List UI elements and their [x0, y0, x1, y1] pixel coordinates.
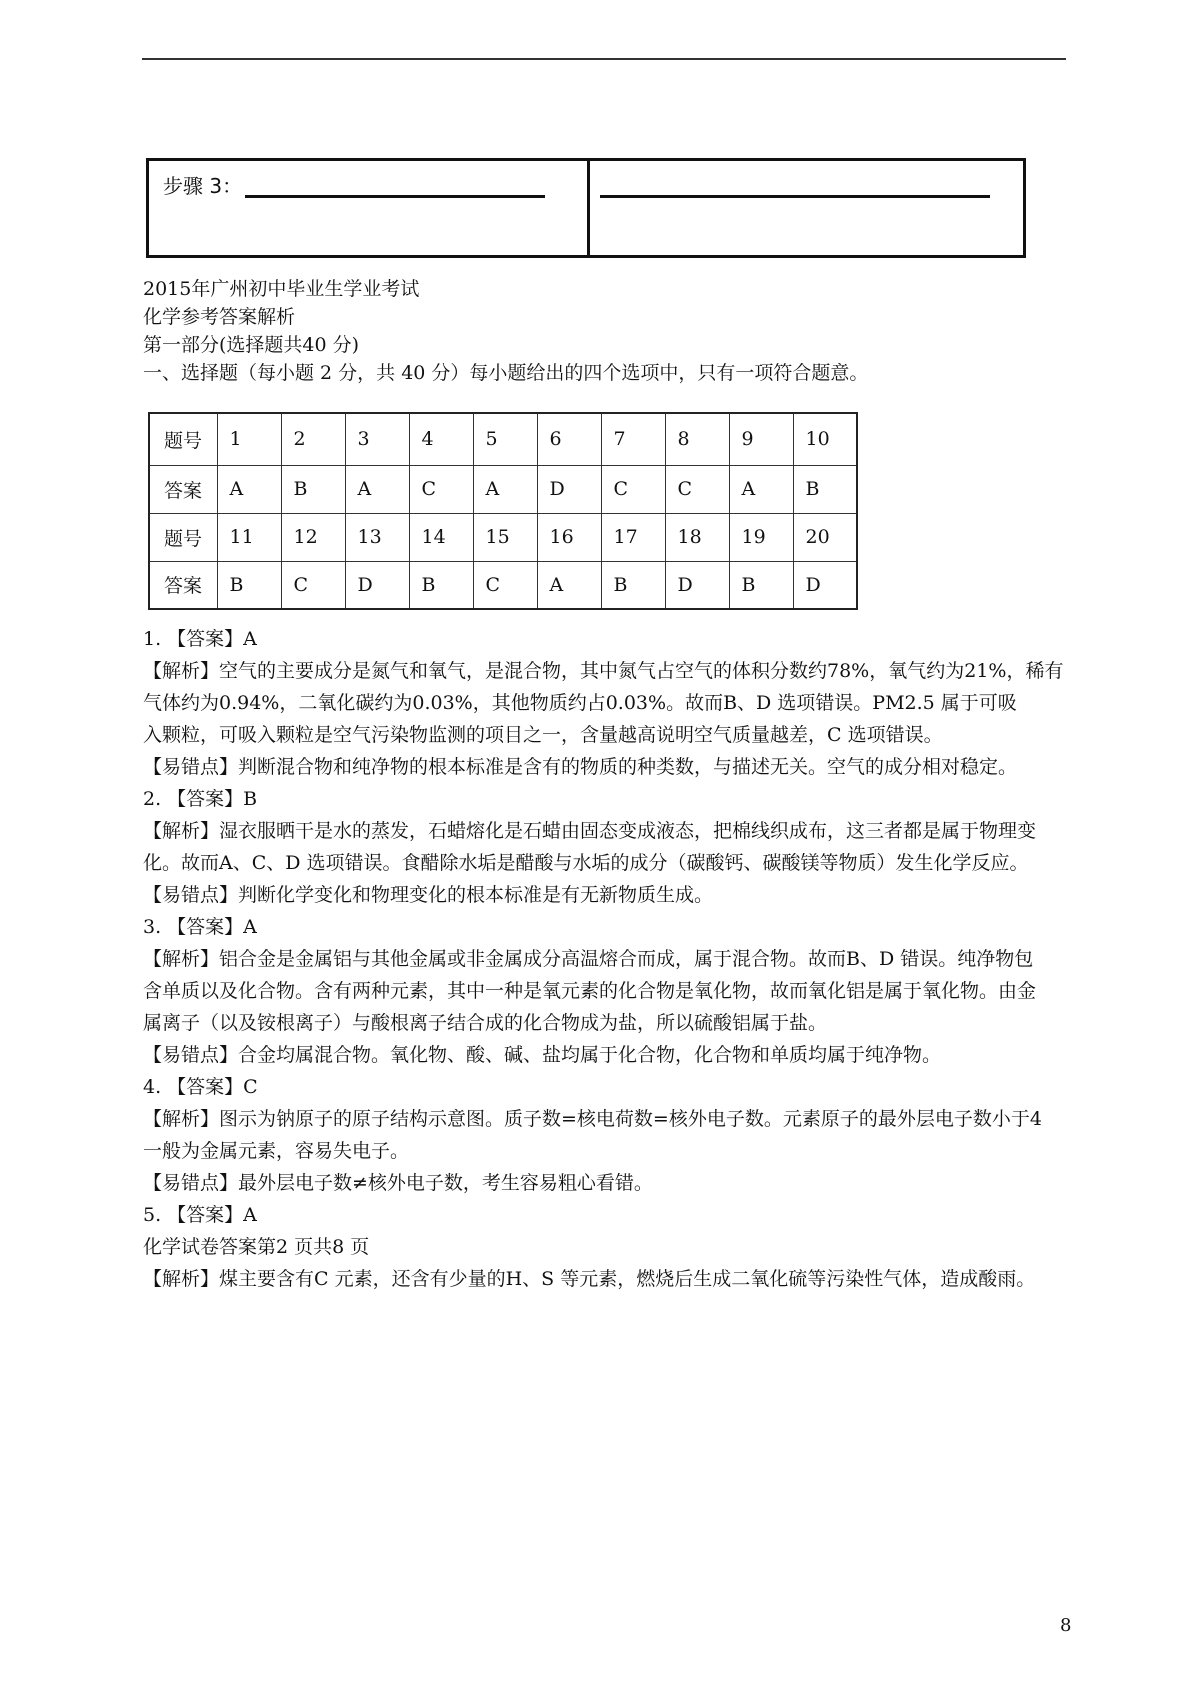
- step-3-label: 步骤 3：: [163, 174, 243, 198]
- table-cell: 13: [345, 513, 409, 561]
- analysis-paragraph: 属离子（以及铵根离子）与酸根离子结合成的化合物成为盐，所以硫酸铝属于盐。: [143, 1012, 828, 1034]
- table-cell: B: [601, 561, 665, 609]
- table-cell: 2: [281, 413, 345, 465]
- common-mistake-paragraph: 【易错点】最外层电子数≠核外电子数，考生容易粗心看错。: [143, 1172, 653, 1194]
- answer-heading-5: 5. 【答案】A: [143, 1204, 257, 1226]
- answer-heading-1: 1. 【答案】A: [143, 628, 257, 650]
- table-cell: C: [409, 465, 473, 513]
- table-cell: B: [281, 465, 345, 513]
- table-cell: 答案: [149, 465, 217, 513]
- table-cell: B: [793, 465, 857, 513]
- table-cell: 14: [409, 513, 473, 561]
- table-row: [149, 465, 857, 513]
- table-cell: D: [665, 561, 729, 609]
- table-cell: B: [217, 561, 281, 609]
- analysis-paragraph: 一般为金属元素，容易失电子。: [143, 1140, 410, 1162]
- table-cell: 1: [217, 413, 281, 465]
- table-cell: A: [345, 465, 409, 513]
- answer-heading-4: 4. 【答案】C: [143, 1076, 258, 1098]
- table-cell: 9: [729, 413, 793, 465]
- table-cell: 8: [665, 413, 729, 465]
- table-cell: B: [729, 561, 793, 609]
- table-cell: 17: [601, 513, 665, 561]
- table-cell: C: [665, 465, 729, 513]
- step-3-box: [146, 158, 1026, 258]
- table-cell: 5: [473, 413, 537, 465]
- table-cell: C: [281, 561, 345, 609]
- common-mistake-paragraph: 【易错点】合金均属混合物。氧化物、酸、碱、盐均属于化合物，化合物和单质均属于纯净物。: [143, 1044, 942, 1066]
- table-cell: A: [729, 465, 793, 513]
- table-cell: A: [217, 465, 281, 513]
- table-cell: 7: [601, 413, 665, 465]
- answer-explanations: [143, 623, 1073, 1295]
- analysis-paragraph: 【解析】图示为钠原子的原子结构示意图。质子数=核电荷数=核外电子数。元素原子的最外层电子数小于4: [143, 1108, 1042, 1130]
- table-row: [149, 513, 857, 561]
- doc-subtitle: 化学参考答案解析: [143, 306, 296, 328]
- exam-title: 2015年广州初中毕业生学业考试: [143, 278, 420, 300]
- analysis-paragraph: 入颗粒，可吸入颗粒是空气污染物监测的项目之一，含量越高说明空气质量越差，C 选项错误。: [143, 724, 943, 746]
- table-cell: 3: [345, 413, 409, 465]
- table-cell: 15: [473, 513, 537, 561]
- common-mistake-paragraph: 【易错点】判断化学变化和物理变化的根本标准是有无新物质生成。: [143, 884, 714, 906]
- table-cell: C: [601, 465, 665, 513]
- table-cell: 题号: [149, 513, 217, 561]
- table-cell: 12: [281, 513, 345, 561]
- table-cell: 11: [217, 513, 281, 561]
- analysis-paragraph: 【解析】空气的主要成分是氮气和氧气，是混合物，其中氮气占空气的体积分数约78%，氧气约为21%，稀有气体约为0.94%，二氧化碳约为0.03%，其他物质约占0.03%。故而B、D 选项错误。PM2.5 属于可吸: [143, 660, 1064, 714]
- table-cell: 10: [793, 413, 857, 465]
- table-cell: 题号: [149, 413, 217, 465]
- table-cell: 19: [729, 513, 793, 561]
- common-mistake-paragraph: 【易错点】判断混合物和纯净物的根本标准是含有的物质的种类数，与描述无关。空气的成分相对稳定。: [143, 756, 1018, 778]
- table-cell: 20: [793, 513, 857, 561]
- table-cell: C: [473, 561, 537, 609]
- analysis-paragraph: 含单质以及化合物。含有两种元素，其中一种是氧元素的化合物是氧化物，故而氧化铝是属于氧化物。由金: [143, 980, 1037, 1002]
- table-cell: D: [345, 561, 409, 609]
- analysis-paragraph: 【解析】煤主要含有C 元素，还含有少量的H、S 等元素，燃烧后生成二氧化硫等污染性气体，造成酸雨。: [143, 1268, 1036, 1290]
- analysis-paragraph: 【解析】湿衣服晒干是水的蒸发，石蜡熔化是石蜡由固态变成液态，把棉线织成布，这三者都是属于物理变: [143, 820, 1037, 842]
- answer-heading-3: 3. 【答案】A: [143, 916, 257, 938]
- analysis-paragraph: 【解析】铝合金是金属铝与其他金属或非金属成分高温熔合而成，属于混合物。故而B、D 错误。纯净物包: [143, 948, 1034, 970]
- table-cell: 答案: [149, 561, 217, 609]
- table-cell: A: [473, 465, 537, 513]
- table-cell: 16: [537, 513, 601, 561]
- page-number: 8: [1060, 1615, 1072, 1636]
- table-cell: A: [537, 561, 601, 609]
- table-row: [149, 561, 857, 609]
- section-title: 第一部分(选择题共40 分): [143, 334, 360, 356]
- table-row: [149, 413, 857, 465]
- answer-table: [148, 412, 858, 610]
- top-rule: [142, 58, 1066, 60]
- table-cell: B: [409, 561, 473, 609]
- step-box-divider: [587, 158, 590, 258]
- table-cell: 18: [665, 513, 729, 561]
- answer-heading-2: 2. 【答案】B: [143, 788, 258, 810]
- section-instructions: 一、选择题（每小题 2 分，共 40 分）每小题给出的四个选项中，只有一项符合题意。: [143, 362, 869, 384]
- step-3-answer-blank-2: [600, 195, 990, 198]
- page-footer-note: 化学试卷答案第2 页共8 页: [143, 1236, 370, 1258]
- step-3-answer-blank: [245, 195, 545, 198]
- analysis-paragraph: 化。故而A、C、D 选项错误。食醋除水垢是醋酸与水垢的成分（碳酸钙、碳酸镁等物质）发生化学反应。: [143, 852, 1029, 874]
- table-cell: 4: [409, 413, 473, 465]
- header-block: [143, 275, 1073, 387]
- table-cell: 6: [537, 413, 601, 465]
- table-cell: D: [793, 561, 857, 609]
- table-cell: D: [537, 465, 601, 513]
